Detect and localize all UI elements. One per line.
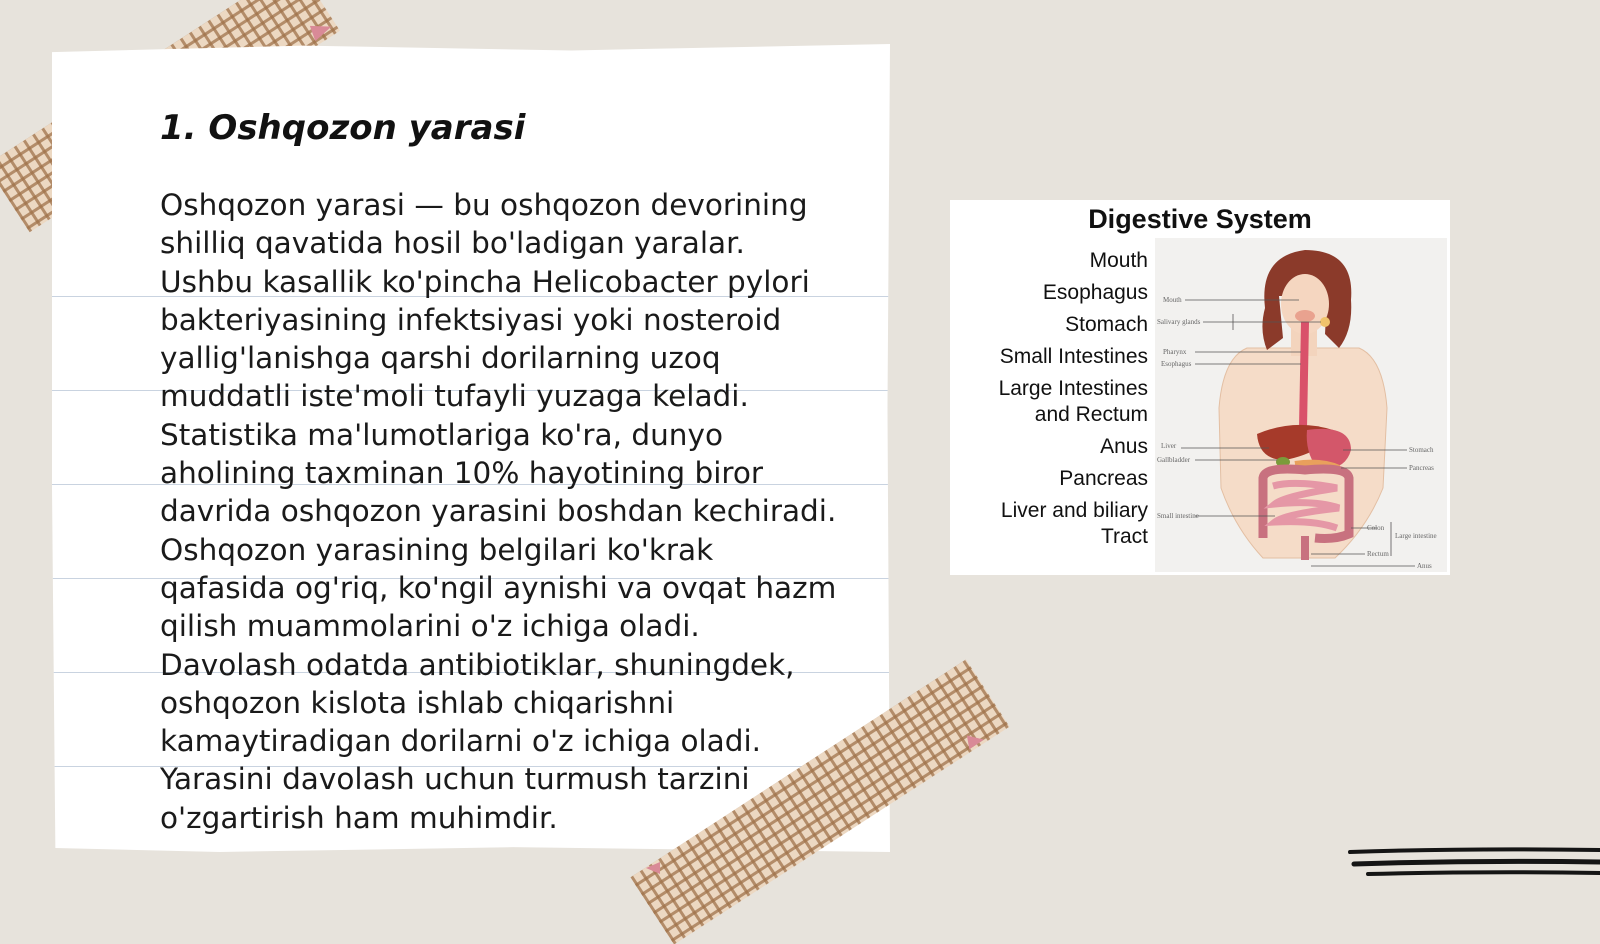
diagram-label-anus: Anus [1417, 562, 1432, 570]
pin-bottom-left [646, 862, 660, 874]
diagram-label-small-intestine: Small intestine [1157, 512, 1199, 520]
slide-body-text: Oshqozon yarasi — bu oshqozon devorining shilliq qavatida hosil bo'ladigan yaralar. Ushbu kasallik ko'pincha Helicobacter pylori bakteriyasining infektsiyasi yoki nosteroid yallig'lanishga qarshi dorilarning uzoq muddatli iste'moli tufayli yuzaga keladi. Statistika ma'lumotlariga ko'ra, dunyo aholining taxminan 10% hayotining biror davrida oshqozon yarasini boshdan kechiradi. Oshqozon yarasining belgilari ko'krak qafasida og'riq, ko'ngil aynishi va ovqat hazm qilish muammolarini o'z ichiga oladi. Davolash odatda antibiotiklar, shuningdek, oshqozon kislota ishlab chiqarishni kamaytiradigan dorilarni o'z ichiga oladi. Yarasini davolash uchun turmush tarzini o'zgartirish ham muhimdir. [160, 188, 837, 835]
anatomy-illustration [1155, 238, 1447, 572]
slide-title: 1. Oshqozon yarasi [160, 108, 526, 148]
label-esophagus: Esophagus [1042, 281, 1148, 304]
label-liver: Liver and biliary Tract [1000, 499, 1148, 548]
diagram-label-esophagus: Esophagus [1161, 360, 1192, 368]
diagram-label-mouth: Mouth [1163, 296, 1182, 304]
diagram-label-pancreas: Pancreas [1409, 464, 1434, 472]
brush-strokes [1348, 846, 1600, 890]
diagram-label-pharynx: Pharynx [1163, 348, 1187, 356]
diagram-label-liver: Liver [1161, 442, 1177, 450]
diagram-label-gallbladder: Gallbladder [1157, 456, 1191, 464]
diagram-label-rectum: Rectum [1367, 550, 1389, 558]
diagram-label-large-intestine: Large intestine [1395, 532, 1437, 540]
label-mouth: Mouth [1089, 249, 1148, 272]
label-small-intestines: Small Intestines [999, 345, 1148, 368]
label-pancreas: Pancreas [1059, 467, 1148, 490]
pin-bottom-right [967, 733, 985, 750]
digestive-system-figure [950, 200, 1450, 575]
diagram-label-salivary-glands: Salivary glands [1157, 318, 1201, 326]
figure-title: Digestive System [1088, 204, 1312, 234]
label-large-intestines: Large Intestines and Rectum [998, 377, 1148, 426]
diagram-label-colon: Colon [1367, 524, 1385, 532]
label-stomach: Stomach [1065, 313, 1148, 336]
diagram-label-stomach: Stomach [1409, 446, 1434, 454]
label-anus: Anus [1100, 435, 1148, 458]
